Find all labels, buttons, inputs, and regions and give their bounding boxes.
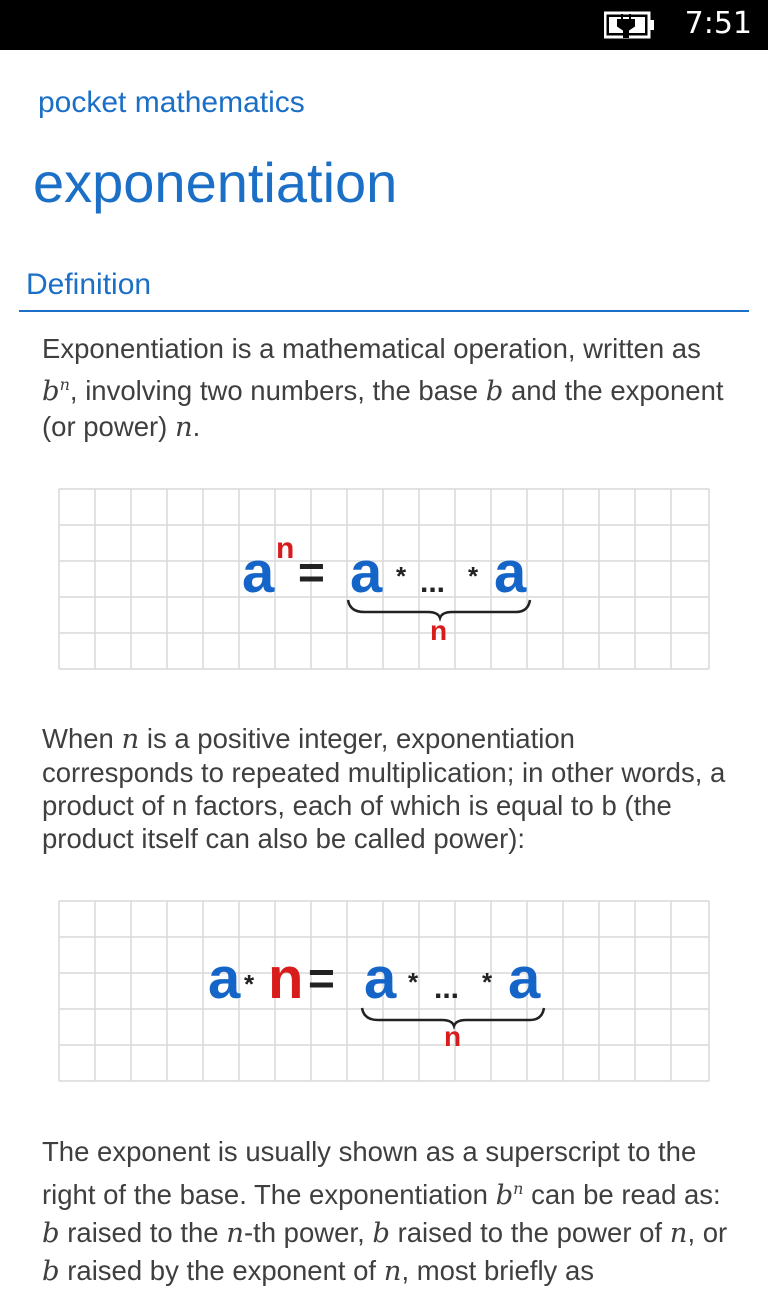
- app-title: pocket mathematics: [38, 86, 305, 119]
- page-title: exponentiation: [33, 151, 398, 214]
- section-divider: [19, 310, 749, 312]
- formula-times: *: [408, 967, 419, 997]
- formula-base: a: [242, 540, 275, 605]
- formula-equals: =: [298, 546, 325, 598]
- formula-factor-first: a: [350, 540, 383, 605]
- status-time: 7:51: [684, 6, 752, 41]
- formula-figure-multiplication: [58, 900, 710, 1082]
- formula-equals: =: [308, 952, 335, 1004]
- formula-factor-last: a: [494, 540, 527, 605]
- brace-label: n: [430, 615, 448, 646]
- status-bar: [0, 0, 768, 50]
- battery-charging-icon: [604, 10, 656, 45]
- formula-base: a: [208, 946, 241, 1011]
- formula-times: *: [244, 969, 255, 999]
- paragraph-superscript: The exponent is usually shown as a superscript to the right of the base. The exponentiation $b^n$ can be read as: b raised to the n-th power, b raised to the power of n, or b raised by the exponent of n, most briefly as: [42, 1136, 728, 1288]
- paragraph-definition: Exponentiation is a mathematical operation, written as $b^n$, involving two numbers, the base b and the exponent (or power) n.: [42, 333, 724, 444]
- formula-times: *: [468, 561, 479, 591]
- formula-n: n: [268, 946, 304, 1011]
- formula-ellipsis: ...: [420, 566, 446, 599]
- brace-label: n: [444, 1021, 462, 1052]
- formula-times: *: [396, 561, 407, 591]
- formula-ellipsis: ...: [434, 972, 460, 1005]
- formula-exponent: n: [276, 532, 295, 565]
- formula-factor-last: a: [508, 946, 541, 1011]
- formula-times: *: [482, 967, 493, 997]
- formula-factor-first: a: [364, 946, 397, 1011]
- paragraph-repeated-multiplication: When n is a positive integer, exponentiation corresponds to repeated multiplication; in other words, a product of n factors, each of which is equal to b (the product itself can also be called power):: [42, 723, 726, 854]
- formula-figure-power: [58, 488, 710, 670]
- section-header-definition: Definition: [26, 268, 152, 301]
